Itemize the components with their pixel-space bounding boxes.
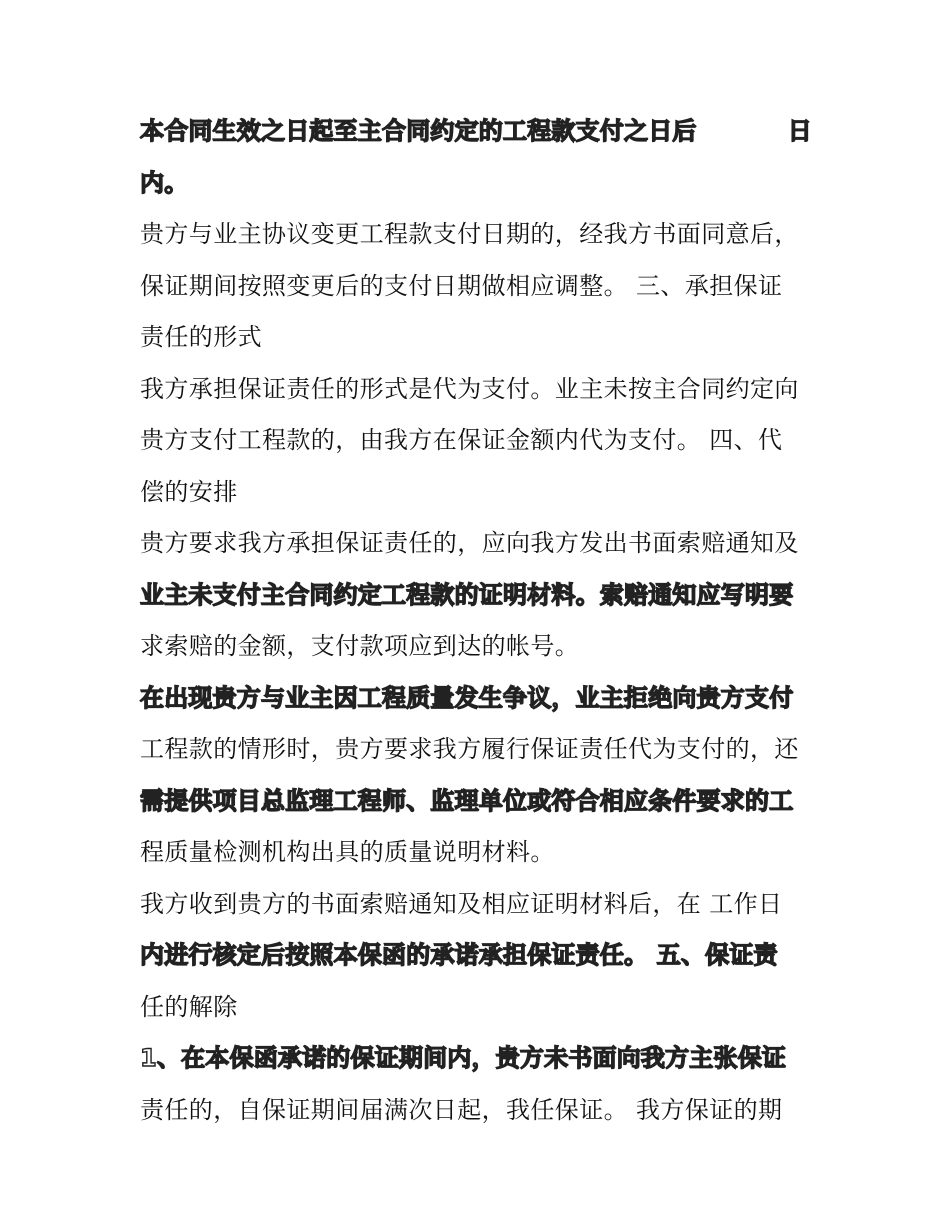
text-line: 在出现贵方与业主因工程质量发生争议，业主拒绝向贵方支付 — [140, 683, 794, 712]
text-line: 程质量检测机构出具的质量说明材料。 — [140, 838, 555, 866]
text-line: 工程款的情形时，贵方要求我方履行保证责任代为支付的，还 — [140, 735, 799, 763]
text-line: 任的解除 — [140, 992, 238, 1021]
text-line: 内。 — [140, 168, 189, 197]
document-page — [140, 110, 812, 1140]
text-line: 责任的形式 — [140, 323, 262, 351]
text-line: 业主未支付主合同约定工程款的证明材料。索赔通知应写明要 — [140, 580, 794, 609]
text-line: 需提供项目总监理工程师、监理单位或符合相应条件要求的工 — [140, 786, 794, 815]
text-line: 责任的，自保证期间届满次日起，我任保证。 我方保证的期 — [140, 1095, 783, 1124]
text-line: 偿的安排 — [140, 477, 238, 506]
text-line — [140, 110, 812, 162]
text-line: 我方承担保证责任的形式是代为支付。业主未按主合同约定向 — [140, 374, 799, 403]
text-segment: 日 — [787, 117, 812, 145]
text-line: 1、在本保函承诺的保证期间内，贵方未书面向我方主张保证 — [140, 1044, 787, 1072]
text-line: 贵方要求我方承担保证责任的，应向我方发出书面索赔通知及 — [140, 529, 799, 557]
text-line: 保证期间按照变更后的支付日期做相应调整。 三、承担保证 — [140, 271, 783, 300]
text-line: 贵方支付工程款的，由我方在保证金额内代为支付。 四、代 — [140, 426, 783, 454]
text-line: 内进行核定后按照本保函的承诺承担保证责任。 五、保证责 — [140, 941, 778, 969]
text-segment: 本合同生效之日起至主合同约定的工程款支付之日后 — [140, 117, 697, 145]
text-line: 我方收到贵方的书面索赔通知及相应证明材料后，在 工作日 — [140, 889, 783, 918]
text-line: 求索赔的金额，支付款项应到达的帐号。 — [140, 632, 580, 660]
text-line: 贵方与业主协议变更工程款支付日期的，经我方书面同意后， — [140, 220, 799, 248]
